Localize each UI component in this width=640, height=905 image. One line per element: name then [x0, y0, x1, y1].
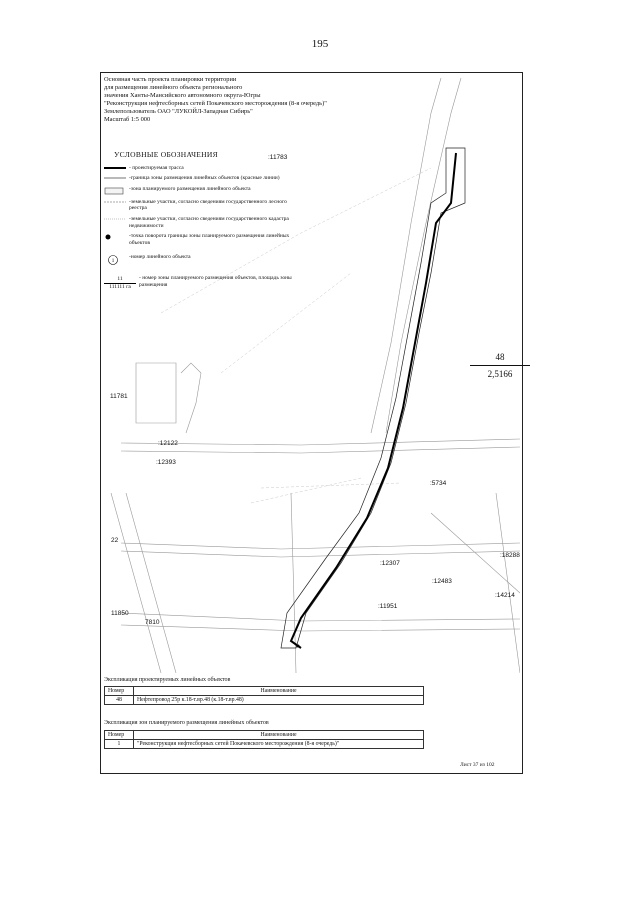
page-number: 195: [311, 38, 329, 50]
table-header-cell: Номер: [105, 687, 134, 696]
table-header-cell: Наименование: [134, 687, 424, 696]
zones-table-title: Экспликация зон планируемого размещения линейных объектов: [104, 720, 269, 726]
legend-item-label: -земельные участки, согласно сведениям государственного кадастра недвижимости: [129, 215, 289, 229]
table-cell: Нефтепровод 25р к.18-т.вр.48 (к.18-т.вр.48): [134, 696, 424, 705]
table-header-row: [105, 731, 424, 740]
table-header-cell: Наименование: [134, 731, 424, 740]
zone-number-icon: [104, 276, 136, 290]
legend-item-label: -граница зоны размещения линейных объектов (красные линии): [129, 175, 280, 182]
parcel-label: :12483: [432, 578, 452, 585]
parcel-label: 11850: [111, 610, 129, 617]
legend-item-label: - проектируемая трасса: [129, 164, 184, 171]
fraction-divider: [470, 365, 530, 366]
title-line: Основная часть проекта планировки территории: [104, 76, 237, 83]
parcel-label: :18288: [500, 552, 520, 559]
objects-table: [104, 686, 424, 705]
boundary-line-icon: [104, 176, 126, 181]
table-header-cell: Номер: [105, 731, 134, 740]
forest-parcel-icon: [104, 200, 126, 205]
route-line-icon: [104, 166, 126, 171]
parcel-label: 22: [111, 537, 119, 544]
table-cell: 1: [105, 740, 134, 749]
objects-table-title: Экспликация проектируемых линейных объектов: [104, 677, 231, 683]
title-line: значения Ханты-Мансийского автономного округа-Югры: [104, 92, 261, 99]
parcel-label: 11781: [110, 393, 128, 400]
parcel-label: 7810: [145, 619, 160, 626]
zone-rect-icon: [104, 187, 126, 195]
legend-item: [104, 186, 294, 195]
title-line: "Реконструкция нефтесборных сетей Покачевского месторождения (8-я очередь)": [104, 100, 327, 107]
legend-item: [104, 275, 294, 290]
parcel-label: :11951: [378, 603, 398, 610]
legend-item: [104, 199, 294, 212]
table-cell: 48: [105, 696, 134, 705]
legend-item: [104, 175, 294, 182]
object-number-icon: [104, 255, 126, 265]
legend-heading: УСЛОВНЫЕ ОБОЗНАЧЕНИЯ: [114, 150, 218, 159]
object-number-symbol: 1: [111, 259, 115, 265]
cadastre-parcel-icon: [104, 217, 126, 222]
legend: [104, 152, 294, 295]
legend-item: [104, 254, 294, 265]
legend-item: [104, 216, 294, 229]
table-row: [105, 740, 424, 749]
legend-item-label: -точка поворота границы зоны планируемого размещения линейных объектов: [129, 233, 290, 246]
parcel-label: :5734: [430, 480, 447, 487]
title-block: [104, 76, 404, 124]
zone-symbol-top: 11: [117, 276, 123, 283]
sheet-label: Лист 37 из 102: [460, 762, 495, 768]
legend-item-label: - номер зоны планируемого размещения объектов, площадь зоны размещения: [139, 275, 292, 288]
parcel-label: :11783: [268, 154, 288, 161]
zone-symbol-bottom: 111111 га: [104, 283, 136, 291]
table-header-row: [105, 687, 424, 696]
legend-item-label: -зона планируемого размещения линейного объекта: [129, 185, 251, 192]
parcel-label: :14214: [495, 592, 515, 599]
parcel-label: :12122: [158, 440, 178, 447]
legend-item: [104, 233, 294, 246]
table-cell: "Реконструкция нефтесборных сетей Покачевского месторождения (8-я очередь)": [134, 740, 424, 749]
zone-number: 48: [495, 352, 505, 362]
turn-point-icon: [104, 234, 126, 240]
parcel-label: :12307: [380, 560, 400, 567]
title-line: Масштаб 1:5 000: [104, 116, 151, 123]
zones-table: [104, 730, 424, 749]
table-row: [105, 696, 424, 705]
legend-item-label: -земельные участки, согласно сведениям государственного лесного реестра: [129, 198, 287, 212]
title-line: для размещения линейного объекта регионального: [104, 84, 243, 91]
legend-item-label: -номер линейного объекта: [129, 254, 191, 261]
legend-item: [104, 165, 294, 172]
zone-fraction: [470, 352, 530, 379]
zone-area: 2,5166: [487, 369, 513, 379]
title-line: Землепользователь ОАО "ЛУКОЙЛ-Западная Сибирь": [104, 108, 253, 115]
parcel-label: :12393: [156, 459, 176, 466]
